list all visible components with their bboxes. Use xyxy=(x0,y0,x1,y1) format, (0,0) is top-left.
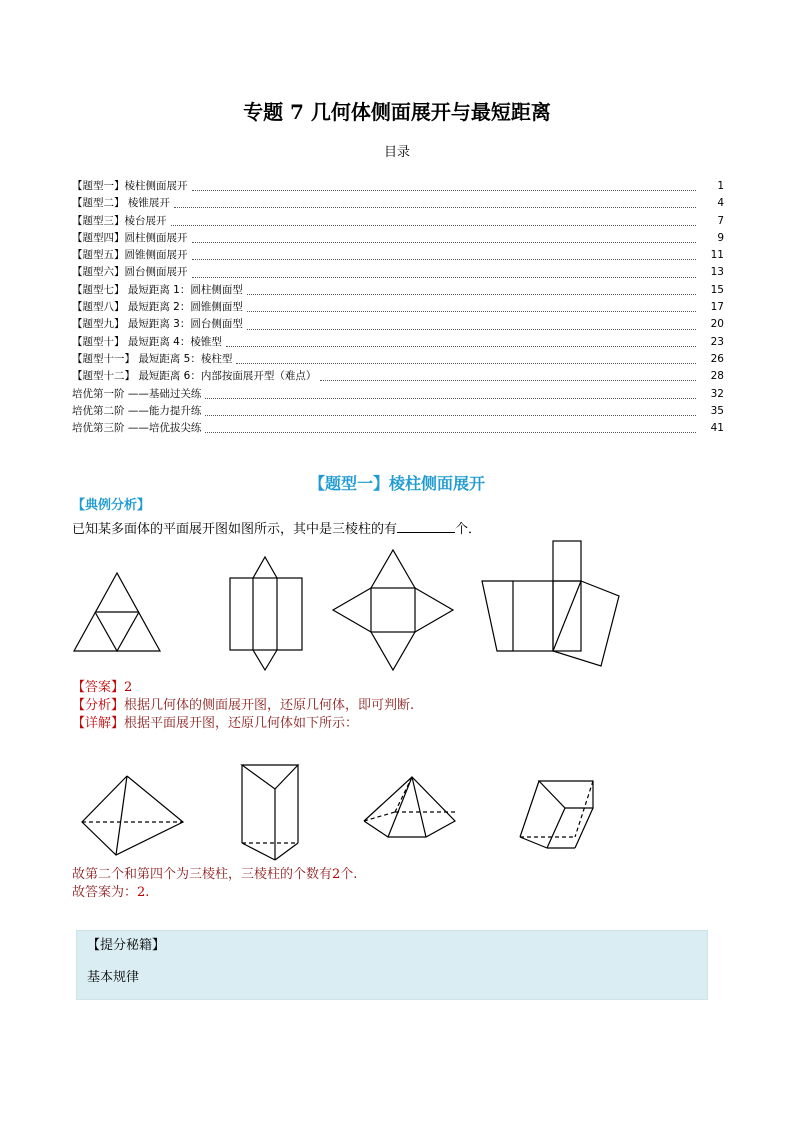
conclusion-answer: 2. xyxy=(137,885,150,900)
table-of-contents xyxy=(72,178,724,437)
toc-leader-dots xyxy=(205,405,696,416)
toc-entry-label: 【题型四】圆柱侧面展开 xyxy=(72,231,188,244)
tip-body: 基本规律 xyxy=(87,970,140,985)
toc-leader-dots xyxy=(205,388,696,399)
toc-entry[interactable] xyxy=(72,316,724,333)
toc-leader-dots xyxy=(247,301,696,312)
toc-entry[interactable] xyxy=(72,282,724,299)
toc-entry[interactable] xyxy=(72,264,724,281)
toc-entry-label: 培优第二阶 ——能力提升练 xyxy=(72,404,202,417)
toc-leader-dots xyxy=(192,180,697,191)
toc-leader-dots xyxy=(226,336,696,347)
toc-entry[interactable] xyxy=(72,299,724,316)
detail-line xyxy=(72,715,358,733)
toc-entry-label: 【题型九】 最短距离 3：圆台侧面型 xyxy=(72,318,243,331)
question xyxy=(72,520,481,539)
toc-leader-dots xyxy=(192,267,697,278)
toc-leader-dots xyxy=(320,370,696,381)
toc-entry-page: 20 xyxy=(710,318,724,331)
toc-entry-page: 9 xyxy=(717,231,724,244)
answer-value: 2 xyxy=(124,680,133,695)
conclusion-unit: 个. xyxy=(340,867,358,882)
toc-leader-dots xyxy=(192,232,697,243)
toc-entry[interactable] xyxy=(72,213,724,230)
toc-entry-page: 7 xyxy=(717,214,724,227)
net-figure-3 xyxy=(333,550,453,670)
conclusion-text-1: 故第二个和第四个为三棱柱，三棱柱的个数有 xyxy=(72,867,333,882)
section-title: 【题型一】棱柱侧面展开 xyxy=(308,474,485,493)
toc-entry[interactable] xyxy=(72,351,724,368)
analysis-text: 根据几何体的侧面展开图，还原几何体，即可判断. xyxy=(124,698,415,713)
solid-figure-4 xyxy=(520,781,593,848)
toc-entry[interactable] xyxy=(72,368,724,385)
toc-entry-label: 【题型十二】 最短距离 6：内部按面展开型（难点） xyxy=(72,370,317,383)
toc-leader-dots xyxy=(174,197,696,208)
toc-entry-page: 11 xyxy=(710,249,724,262)
analysis-line xyxy=(72,697,414,715)
conclusion-text-2: 故答案为： xyxy=(72,885,138,900)
analysis-label: 【分析】 xyxy=(72,698,125,713)
toc-entry-page: 23 xyxy=(710,335,724,348)
toc-leader-dots xyxy=(171,215,697,226)
detail-text: 根据平面展开图，还原几何体如下所示： xyxy=(124,716,359,731)
tip-box xyxy=(76,930,708,1000)
toc-entry[interactable] xyxy=(72,386,724,403)
toc-entry-page: 17 xyxy=(710,301,724,314)
net-figure-2 xyxy=(230,557,302,670)
toc-entry[interactable] xyxy=(72,195,724,212)
solid-figure-1 xyxy=(82,776,183,855)
toc-entry-label: 培优第三阶 ——培优拔尖练 xyxy=(72,422,202,435)
toc-entry-page: 4 xyxy=(717,197,724,210)
toc-entry[interactable] xyxy=(72,334,724,351)
solid-figure-3 xyxy=(364,777,455,837)
conclusion-count: 2 xyxy=(332,867,341,882)
answer-label: 【答案】 xyxy=(72,680,125,695)
toc-leader-dots xyxy=(236,353,696,364)
toc-entry-label: 【题型一】棱柱侧面展开 xyxy=(72,180,188,192)
solid-figure-2 xyxy=(242,765,298,860)
toc-entry-page: 26 xyxy=(710,352,724,365)
answer-line xyxy=(72,679,132,697)
toc-entry-page: 15 xyxy=(710,283,724,296)
toc-entry-page: 35 xyxy=(710,404,724,417)
toc-leader-dots xyxy=(192,249,697,260)
toc-entry[interactable] xyxy=(72,230,724,247)
toc-entry-page: 32 xyxy=(710,387,724,400)
toc-entry[interactable] xyxy=(72,420,724,437)
toc-entry-page: 28 xyxy=(710,370,724,383)
tip-title: 【提分秘籍】 xyxy=(87,938,166,953)
toc-entry-label: 【题型十一】 最短距离 5：棱柱型 xyxy=(72,352,233,365)
net-figure-4 xyxy=(482,541,619,666)
toc-entry-label: 【题型六】圆台侧面展开 xyxy=(72,266,188,279)
toc-entry-label: 【题型八】 最短距离 2：圆锥侧面型 xyxy=(72,301,243,314)
toc-leader-dots xyxy=(247,284,696,295)
question-suffix: 个． xyxy=(455,522,482,537)
example-label: 【典例分析】 xyxy=(72,498,151,513)
conclusion-line-1 xyxy=(72,866,357,884)
toc-entry-label: 【题型二】 棱锥展开 xyxy=(72,197,170,210)
toc-entry-page: 41 xyxy=(710,422,724,435)
toc-entry[interactable] xyxy=(72,247,724,264)
toc-entry[interactable] xyxy=(72,178,724,195)
toc-entry-label: 【题型五】圆锥侧面展开 xyxy=(72,249,188,262)
conclusion-line-2 xyxy=(72,884,149,902)
net-figure-1 xyxy=(74,573,160,651)
example-heading xyxy=(72,497,150,515)
toc-entry-label: 【题型三】棱台展开 xyxy=(72,214,167,227)
detail-label: 【详解】 xyxy=(72,716,125,731)
question-prefix: 已知某多面体的平面展开图如图所示，其中是三棱柱的有 xyxy=(72,522,398,537)
toc-leader-dots xyxy=(205,422,696,433)
toc-entry-page: 1 xyxy=(717,180,724,192)
toc-leader-dots xyxy=(247,319,696,330)
toc-entry-page: 13 xyxy=(710,266,724,279)
page-title: 专题 7 几何体侧面展开与最短距离 xyxy=(243,100,551,124)
answer-blank xyxy=(397,520,455,533)
toc-entry-label: 【题型十】 最短距离 4：棱锥型 xyxy=(72,335,222,348)
toc-entry-label: 培优第一阶 ——基础过关练 xyxy=(72,387,202,400)
toc-entry-label: 【题型七】 最短距离 1：圆柱侧面型 xyxy=(72,283,243,296)
toc-heading: 目录 xyxy=(383,145,410,160)
toc-entry[interactable] xyxy=(72,403,724,420)
